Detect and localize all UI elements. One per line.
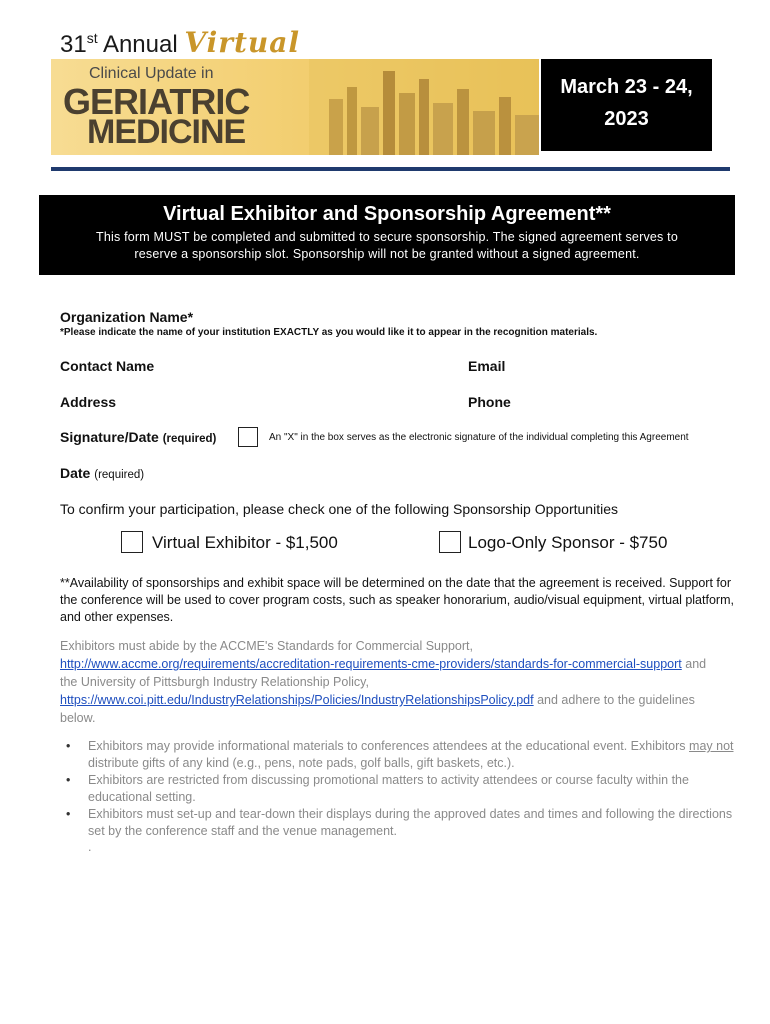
virtual-exhibitor-checkbox[interactable] bbox=[121, 531, 143, 553]
agreement-title: Virtual Exhibitor and Sponsorship Agreement** bbox=[163, 203, 611, 225]
rule-2-text: Exhibitors are restricted from discussing promotional matters to activity attendees or course faculty within the educational setting. bbox=[88, 773, 689, 804]
list-item bbox=[60, 806, 740, 840]
annual-number: 31 bbox=[60, 31, 87, 58]
signature-date-label bbox=[60, 429, 216, 445]
city-skyline-image bbox=[309, 59, 539, 155]
signature-date-text: Signature/Date bbox=[60, 429, 159, 445]
date-required-text: (required) bbox=[94, 469, 145, 481]
phone-label: Phone bbox=[468, 394, 511, 410]
standards-mid: and the University of Pittsburgh Industry Relationship Policy, bbox=[60, 657, 707, 689]
banner-title-line2: MEDICINE bbox=[87, 113, 246, 151]
agreement-description-line1: This form MUST be completed and submitted to secure sponsorship. The signed agreement serves to bbox=[95, 230, 678, 244]
logo-only-sponsor-option: Logo-Only Sponsor - $750 bbox=[468, 533, 668, 552]
organization-name-note: *Please indicate the name of your institution EXACTLY as you would like it to appear in the recognition materials. bbox=[60, 327, 598, 338]
logo-only-sponsor-checkbox[interactable] bbox=[439, 531, 461, 553]
organization-name-label: Organization Name* bbox=[60, 309, 194, 325]
header-divider bbox=[51, 167, 730, 171]
availability-paragraph: **Availability of sponsorships and exhibit space will be determined on the date that the agreement is received. Support for the conference will be used to cover program costs, such as speaker honorarium, audio/visual equipment, virtual platform, and other expenses. bbox=[60, 576, 734, 624]
trailing-period: . bbox=[88, 840, 92, 854]
event-date-line2: 2023 bbox=[604, 108, 649, 130]
date-text: Date bbox=[60, 465, 91, 481]
virtual-exhibitor-option: Virtual Exhibitor - $1,500 bbox=[152, 533, 338, 552]
event-date-line1: March 23 - 24, bbox=[560, 76, 693, 98]
rule-1-text-a: Exhibitors may provide informational materials to conferences attendees at the educational event. Exhibitors bbox=[88, 739, 690, 753]
address-label: Address bbox=[60, 394, 117, 410]
conference-banner bbox=[51, 59, 539, 155]
annual-word: Annual bbox=[102, 31, 178, 58]
accme-standards-link[interactable]: http://www.accme.org/requirements/accreditation-requirements-cme-providers/standards-for-commercial-support bbox=[60, 657, 682, 671]
standards-end: and adhere to the guidelines below. bbox=[60, 693, 695, 725]
banner-subtitle: Clinical Update in bbox=[89, 65, 214, 82]
banner-title-line1: GERIATRIC bbox=[63, 81, 250, 122]
contact-name-label: Contact Name bbox=[60, 358, 155, 374]
virtual-word: Virtual bbox=[184, 26, 301, 59]
agreement-title-box bbox=[39, 195, 735, 275]
email-label: Email bbox=[468, 358, 506, 374]
date-label bbox=[60, 465, 144, 481]
agreement-description-line2: reserve a sponsorship slot. Sponsorship will not be granted without a signed agreement. bbox=[134, 247, 640, 261]
list-item bbox=[60, 738, 740, 772]
standards-intro: Exhibitors must abide by the ACCME's Standards for Commercial Support, bbox=[60, 639, 473, 653]
agreement-description bbox=[39, 229, 735, 263]
pitt-policy-link[interactable]: https://www.coi.pitt.edu/IndustryRelationships/Policies/IndustryRelationshipsPolicy.pdf bbox=[60, 693, 534, 707]
exhibitor-rules-list bbox=[60, 738, 740, 840]
rule-3-text: Exhibitors must set-up and tear-down their displays during the approved dates and times and following the directions set by the conference staff and the venue management. bbox=[88, 807, 733, 838]
signature-note: An "X" in the box serves as the electronic signature of the individual completing this Agreement bbox=[269, 432, 689, 443]
event-date-box bbox=[541, 59, 712, 151]
signature-checkbox[interactable] bbox=[238, 427, 258, 447]
annual-heading bbox=[60, 26, 300, 59]
list-item bbox=[60, 772, 740, 806]
sponsorship-confirm-text: To confirm your participation, please check one of the following Sponsorship Opportunities bbox=[60, 501, 618, 517]
annual-suffix: st bbox=[86, 30, 98, 46]
standards-paragraph bbox=[60, 637, 720, 727]
signature-required-text: (required) bbox=[162, 433, 217, 445]
rule-1-underlined: may not bbox=[689, 739, 734, 753]
rule-1-text-b: distribute gifts of any kind (e.g., pens, note pads, golf balls, gift baskets, etc.). bbox=[88, 756, 515, 770]
